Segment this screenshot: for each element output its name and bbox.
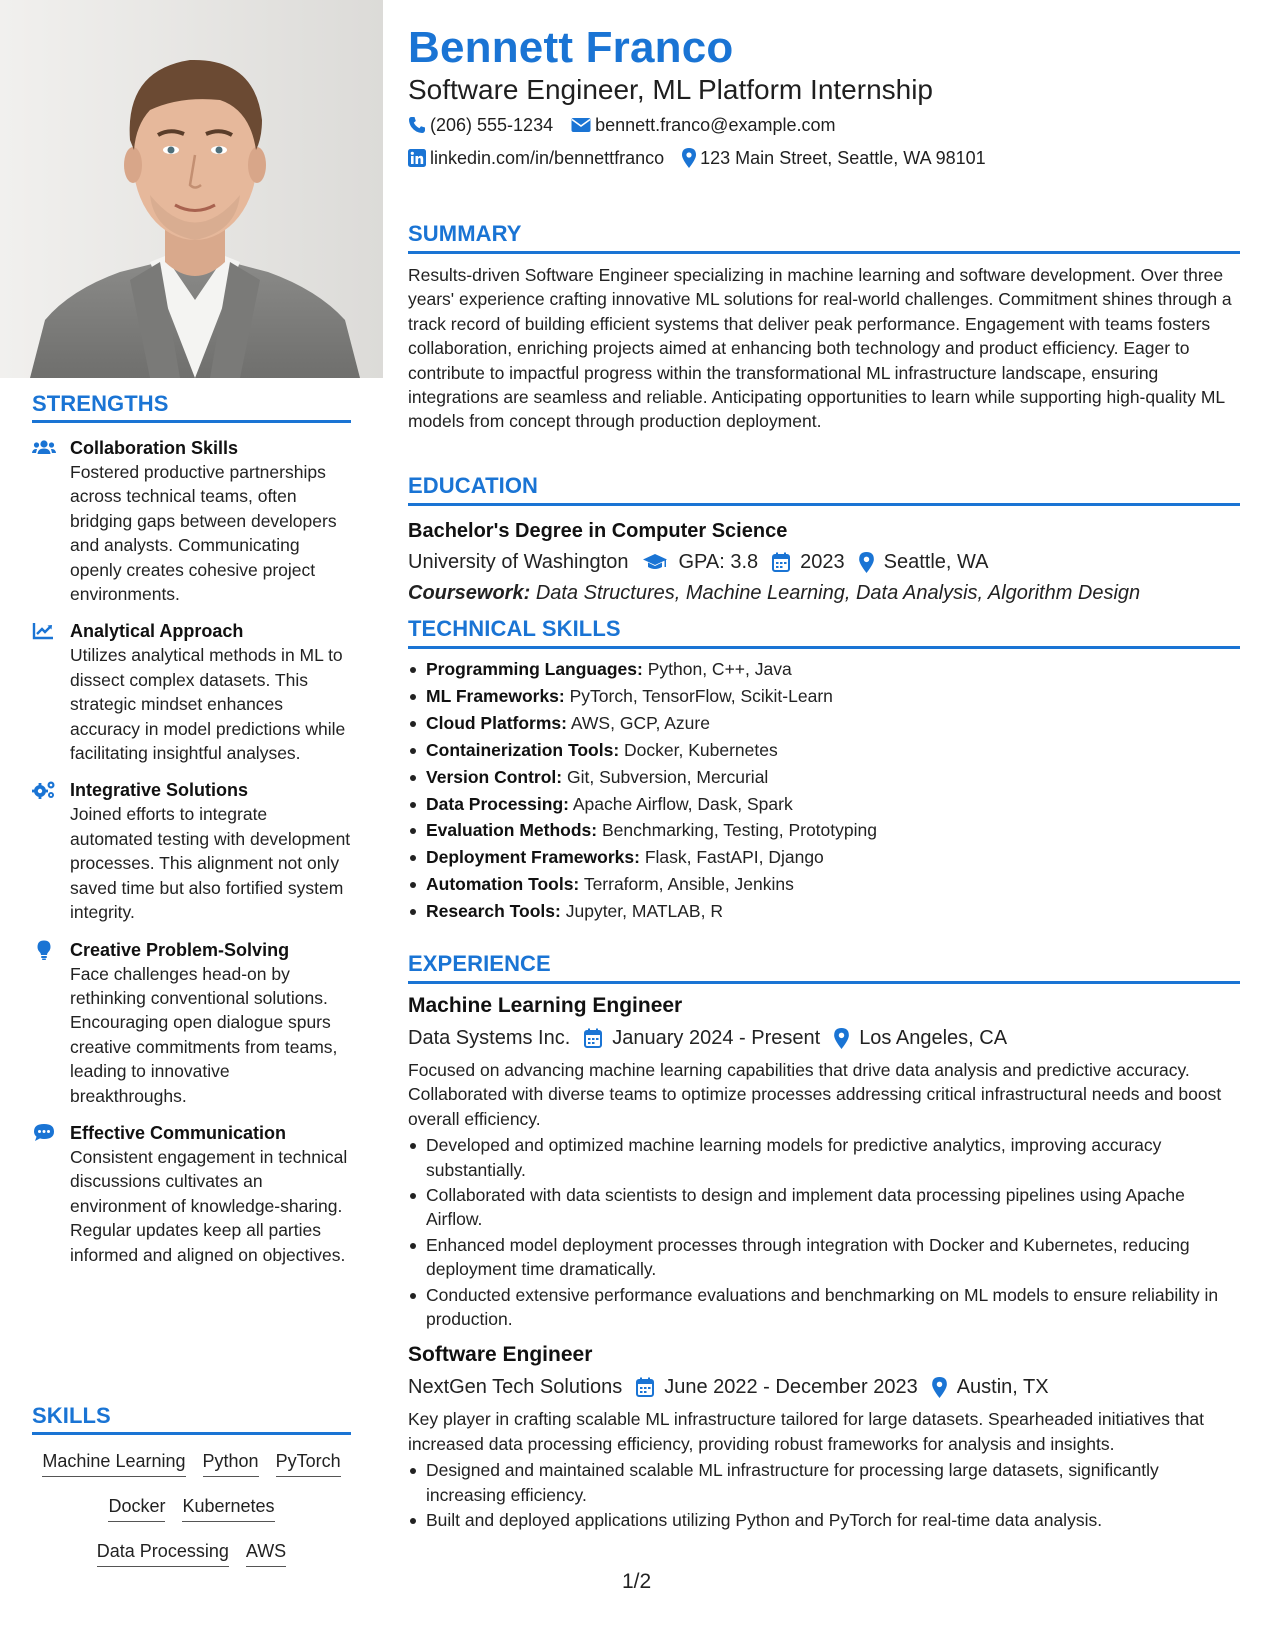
- skill-tag: Kubernetes: [182, 1494, 274, 1522]
- skill-tag: Machine Learning: [42, 1449, 185, 1477]
- skills-row: [32, 1539, 351, 1584]
- job-location: Los Angeles, CA: [834, 1024, 1007, 1052]
- job-title: Machine Learning Engineer: [408, 994, 683, 1017]
- experience-section: [408, 952, 1240, 1534]
- graduation-year: 2023: [772, 548, 845, 576]
- strength-title: Creative Problem-Solving: [70, 939, 290, 960]
- job-description: Focused on advancing machine learning capabilities that drive data analysis and predictive accuracy. Collaborated with diverse teams to optimize processes addressing critical infrastructural needs and boost overall efficiency.: [408, 1060, 1222, 1129]
- job-bullet: Developed and optimized machine learning models for predictive analytics, improving accuracy substantially.: [408, 1133, 1240, 1182]
- job-entry: [408, 1341, 1240, 1532]
- coursework-list: Data Structures, Machine Learning, Data Analysis, Algorithm Design: [535, 582, 1141, 604]
- job-bullets: [408, 1133, 1240, 1331]
- job-bullet: Built and deployed applications utilizing Python and PyTorch for real-time data analysis.: [408, 1508, 1240, 1532]
- strength-item: [32, 778, 351, 924]
- technical-skill-item: Version Control: Git, Subversion, Mercurial: [408, 765, 1240, 789]
- strength-item: [32, 436, 351, 606]
- experience-heading: EXPERIENCE: [408, 952, 1240, 984]
- phone-text: (206) 555-1234: [430, 115, 554, 135]
- technical-skills-list: [408, 657, 1240, 924]
- technical-skill-item: Evaluation Methods: Benchmarking, Testing, Prototyping: [408, 818, 1240, 842]
- skills-tags: [32, 1449, 351, 1584]
- map-marker-icon: [932, 1377, 947, 1398]
- candidate-headline: Software Engineer, ML Platform Internship: [408, 74, 933, 105]
- strengths-heading: STRENGTHS: [32, 392, 351, 423]
- chart-line-icon: [32, 621, 56, 641]
- lightbulb-icon: [32, 940, 56, 960]
- contact-address: [682, 147, 986, 169]
- candidate-name: Bennett Franco: [408, 23, 734, 72]
- strength-title: Collaboration Skills: [70, 438, 239, 458]
- contact-email[interactable]: [571, 114, 835, 136]
- job-company: Data Systems Inc.: [408, 1027, 571, 1049]
- job-dates: January 2024 - Present: [584, 1024, 820, 1052]
- comment-dots-icon: [32, 1123, 56, 1143]
- page-indicator: 1/2: [622, 1570, 652, 1593]
- contact-row: [408, 147, 1004, 169]
- map-marker-icon: [834, 1028, 849, 1049]
- address-text: 123 Main Street, Seattle, WA 98101: [700, 148, 986, 168]
- technical-skills-heading: TECHNICAL SKILLS: [408, 617, 1240, 649]
- skill-tag: PyTorch: [276, 1449, 341, 1477]
- job-bullet: Enhanced model deployment processes through integration with Docker and Kubernetes, reducing deployment time dramatically.: [408, 1233, 1240, 1282]
- strength-item: [32, 619, 351, 765]
- contact-linkedin[interactable]: [408, 147, 664, 169]
- phone-icon: [408, 116, 426, 134]
- technical-skill-item: Deployment Frameworks: Flask, FastAPI, Django: [408, 845, 1240, 869]
- strength-description: Face challenges head-on by rethinking conventional solutions. Encouraging open dialogue spurs creative commitments from teams, leading to innovative breakthroughs.: [70, 963, 338, 1106]
- calendar-icon: [584, 1028, 602, 1048]
- linkedin-icon: [408, 149, 426, 167]
- skill-tag: Python: [203, 1449, 259, 1477]
- summary-heading: SUMMARY: [408, 222, 1240, 254]
- map-marker-icon: [682, 148, 696, 168]
- strength-item: [32, 938, 351, 1108]
- education-meta: [408, 548, 1240, 576]
- skills-row: [32, 1449, 351, 1494]
- strengths-section: [32, 392, 351, 1267]
- job-bullets: [408, 1458, 1240, 1532]
- skills-section: [32, 1404, 351, 1584]
- envelope-icon: [571, 117, 591, 133]
- technical-skill-item: Cloud Platforms: AWS, GCP, Azure: [408, 711, 1240, 735]
- job-meta: [408, 1024, 1240, 1052]
- strength-description: Utilizes analytical methods in ML to dissect complex datasets. This strategic mindset enhances accuracy in model predictions while facilitating insightful analyses.: [70, 645, 346, 764]
- gears-icon: [32, 780, 56, 800]
- skill-tag: Data Processing: [97, 1539, 229, 1567]
- coursework: [408, 579, 1240, 607]
- contact-phone[interactable]: [408, 114, 553, 136]
- strength-title: Integrative Solutions: [70, 780, 249, 801]
- technical-skill-item: Containerization Tools: Docker, Kubernetes: [408, 738, 1240, 762]
- job-entry: [408, 992, 1240, 1331]
- skills-heading: SKILLS: [32, 1404, 351, 1435]
- technical-skills-section: [408, 617, 1240, 926]
- job-description: Key player in crafting scalable ML infrastructure tailored for large datasets. Spearheaded initiatives that increased data processing efficiency, providing robust frameworks for analysis and insights.: [408, 1409, 1205, 1454]
- strength-description: Joined efforts to integrate automated testing with development processes. This alignment not only saved time but also fortified system integrity.: [70, 804, 351, 923]
- gpa: GPA: 3.8: [642, 548, 758, 576]
- technical-skill-item: ML Frameworks: PyTorch, TensorFlow, Scikit-Learn: [408, 684, 1240, 708]
- technical-skill-item: Data Processing: Apache Airflow, Dask, Spark: [408, 792, 1240, 816]
- skills-row: [32, 1494, 351, 1539]
- technical-skill-item: Research Tools: Jupyter, MATLAB, R: [408, 899, 1240, 923]
- sidebar: [0, 0, 383, 1650]
- job-bullet: Conducted extensive performance evaluations and benchmarking on ML models to ensure reliability in production.: [408, 1283, 1240, 1332]
- profile-photo: [0, 0, 383, 378]
- job-bullet: Designed and maintained scalable ML infrastructure for processing large datasets, significantly increasing efficiency.: [408, 1458, 1240, 1507]
- graduation-cap-icon: [642, 553, 668, 571]
- users-icon: [32, 438, 56, 458]
- job-meta: [408, 1373, 1240, 1401]
- strength-description: Fostered productive partnerships across technical teams, often bridging gaps between developers and analysts. Communicating openly creates cohesive project environments.: [70, 462, 337, 605]
- contact-row: [408, 114, 854, 136]
- job-bullet: Collaborated with data scientists to design and implement data processing pipelines using Apache Airflow.: [408, 1183, 1240, 1232]
- strength-description: Consistent engagement in technical discussions cultivates an environment of knowledge-sharing. Regular updates keep all parties informed and aligned on objectives.: [70, 1146, 348, 1265]
- summary-section: [408, 222, 1240, 434]
- education-location: Seattle, WA: [859, 548, 989, 576]
- job-title: Software Engineer: [408, 1343, 593, 1367]
- job-company: NextGen Tech Solutions: [408, 1376, 623, 1399]
- technical-skill-item: Automation Tools: Terraform, Ansible, Jenkins: [408, 872, 1240, 896]
- calendar-icon: [772, 552, 790, 572]
- job-location: Austin, TX: [932, 1373, 1049, 1401]
- technical-skill-item: Programming Languages: Python, C++, Java: [408, 657, 1240, 681]
- linkedin-text: linkedin.com/in/bennettfranco: [430, 148, 665, 168]
- skill-tag: Docker: [108, 1494, 165, 1522]
- strength-title: Analytical Approach: [70, 621, 244, 642]
- education-section: [408, 474, 1240, 607]
- job-dates: June 2022 - December 2023: [636, 1373, 918, 1401]
- summary-text: Results-driven Software Engineer specializing in machine learning and software development. Over three years' experience crafting innovative ML solutions for real-world challenges. Commitment shines through a track record of building efficient systems that deliver peak performance. Engagement with teams fosters collaboration, enriching projects aimed at enhancing both technology and product efficiency. Eager to contribute to impactful progress within the transformational ML infrastructure landscape, ensuring integrations are seamless and reliable. Anticipating opportunities to learn while supporting high-quality ML models from concept through production deployment.: [408, 265, 1232, 432]
- coursework-label: Coursework:: [408, 582, 531, 604]
- email-text: bennett.franco@example.com: [595, 115, 836, 135]
- school-name: University of Washington: [408, 551, 629, 573]
- strength-item: [32, 1121, 351, 1267]
- skill-tag: AWS: [246, 1539, 286, 1567]
- calendar-icon: [636, 1377, 654, 1397]
- degree-title: Bachelor's Degree in Computer Science: [408, 520, 788, 542]
- map-marker-icon: [859, 552, 874, 573]
- education-heading: EDUCATION: [408, 474, 1240, 506]
- strength-title: Effective Communication: [70, 1122, 287, 1143]
